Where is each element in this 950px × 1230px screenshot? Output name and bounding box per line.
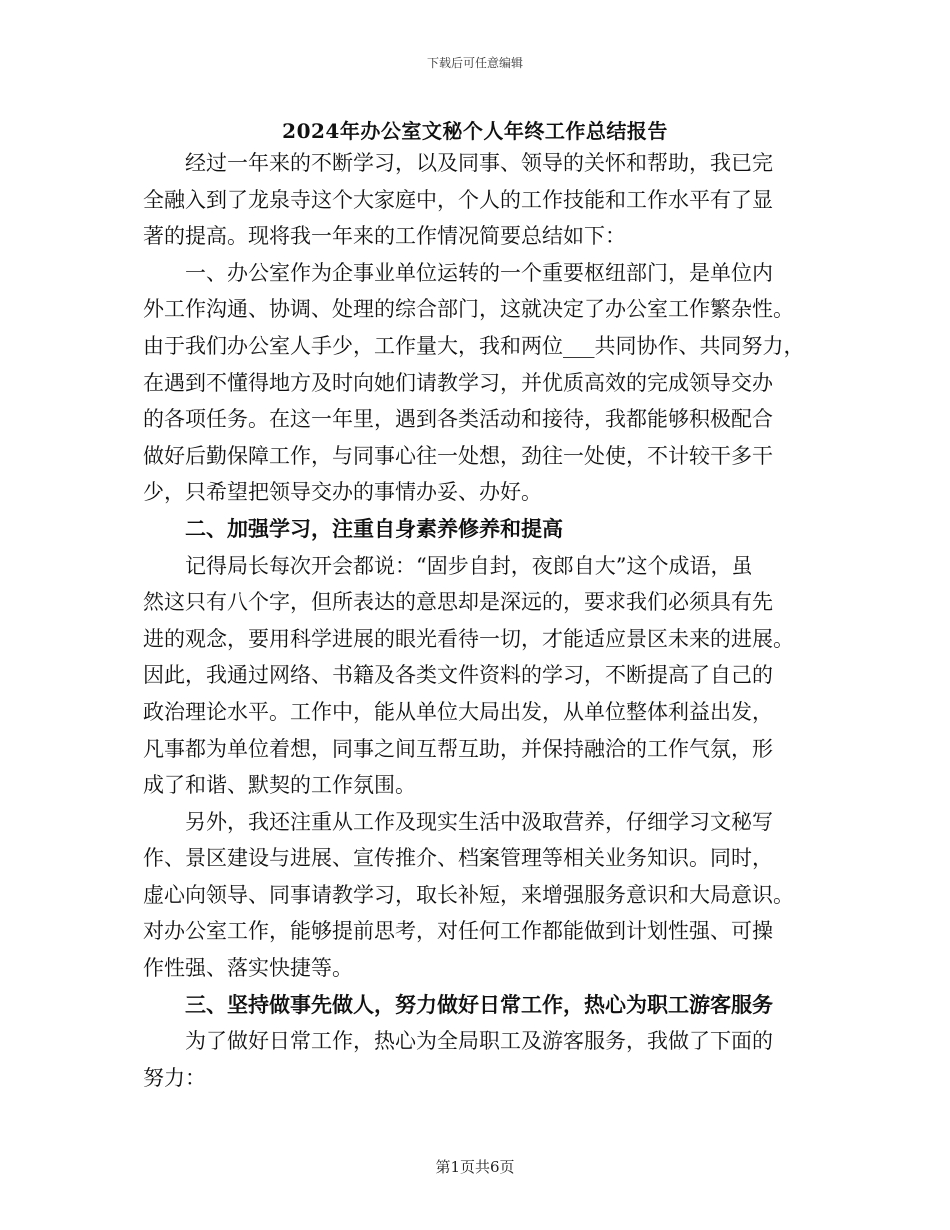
text-line: 少，只希望把领导交办的事情办妥、办好。 bbox=[143, 480, 542, 505]
text-line: 在遇到不懂得地方及时向她们请教学习，并优质高效的完成领导交办 bbox=[143, 370, 773, 395]
text-line: 然这只有八个字，但所表达的意思却是深远的，要求我们必须具有先 bbox=[143, 590, 773, 615]
paragraph bbox=[143, 1023, 823, 1096]
page-footer: 第1页共6页 bbox=[435, 1158, 515, 1176]
text-line: 凡事都为单位着想，同事之间互帮互助，并保持融洽的工作气氛，形 bbox=[143, 736, 773, 761]
text-line: 由于我们办公室人手少，工作量大，我和两位___共同协作、共同努力， bbox=[143, 333, 805, 358]
text-line: 努力： bbox=[143, 1065, 206, 1090]
text-line: 经过一年来的不断学习，以及同事、领导的关怀和帮助，我已完 bbox=[185, 151, 773, 175]
section-heading bbox=[143, 987, 823, 1024]
text-line: 的各项任务。在这一年里，遇到各类活动和接待，我都能够积极配合 bbox=[143, 407, 773, 432]
document-title: 2024年办公室文秘个人年终工作总结报告 bbox=[282, 119, 668, 143]
text-line: 记得局长每次开会都说：“固步自封，夜郎自大”这个成语，虽 bbox=[185, 553, 753, 578]
text-line: 政治理论水平。工作中，能从单位大局出发，从单位整体利益出发， bbox=[143, 699, 773, 724]
text-line: 做好后勤保障工作，与同事心往一处想，劲往一处使，不计较干多干 bbox=[143, 443, 773, 468]
text-line: 三、坚持做事先做人，努力做好日常工作，热心为职工游客服务 bbox=[185, 991, 773, 1017]
section-heading bbox=[143, 511, 823, 548]
text-line: 一、办公室作为企事业单位运转的一个重要枢纽部门，是单位内 bbox=[185, 260, 773, 285]
text-line: 作、景区建设与进展、宣传推介、档案管理等相关业务知识。同时， bbox=[143, 846, 773, 871]
text-line: 全融入到了龙泉寺这个大家庭中，个人的工作技能和工作水平有了显 bbox=[143, 187, 773, 212]
paragraph bbox=[143, 145, 823, 255]
paragraph bbox=[143, 255, 823, 511]
text-line: 为了做好日常工作，热心为全局职工及游客服务，我做了下面的 bbox=[185, 1029, 773, 1054]
text-line: 作性强、落实快捷等。 bbox=[143, 956, 353, 981]
text-line: 因此，我通过网络、书籍及各类文件资料的学习，不断提高了自己的 bbox=[143, 663, 773, 688]
paragraph bbox=[143, 804, 823, 987]
text-line: 另外，我还注重从工作及现实生活中汲取营养，仔细学习文秘写 bbox=[185, 809, 773, 834]
text-line: 外工作沟通、协调、处理的综合部门，这就决定了办公室工作繁杂性。 bbox=[143, 297, 794, 322]
text-line: 著的提高。现将我一年来的工作情况简要总结如下： bbox=[143, 224, 626, 249]
text-line: 对办公室工作，能够提前思考，对任何工作都能做到计划性强、可操 bbox=[143, 919, 773, 944]
text-line: 虚心向领导、同事请教学习，取长补短，来增强服务意识和大局意识。 bbox=[143, 882, 794, 907]
paragraph bbox=[143, 548, 823, 804]
text-line: 进的观念，要用科学进展的眼光看待一切，才能适应景区未来的进展。 bbox=[143, 626, 794, 651]
document-body bbox=[143, 145, 823, 1096]
page-header: 下载后可任意编辑 bbox=[426, 56, 523, 70]
text-line: 二、加强学习，注重自身素养修养和提高 bbox=[185, 515, 563, 541]
text-line: 成了和谐、默契的工作氛围。 bbox=[143, 773, 416, 798]
